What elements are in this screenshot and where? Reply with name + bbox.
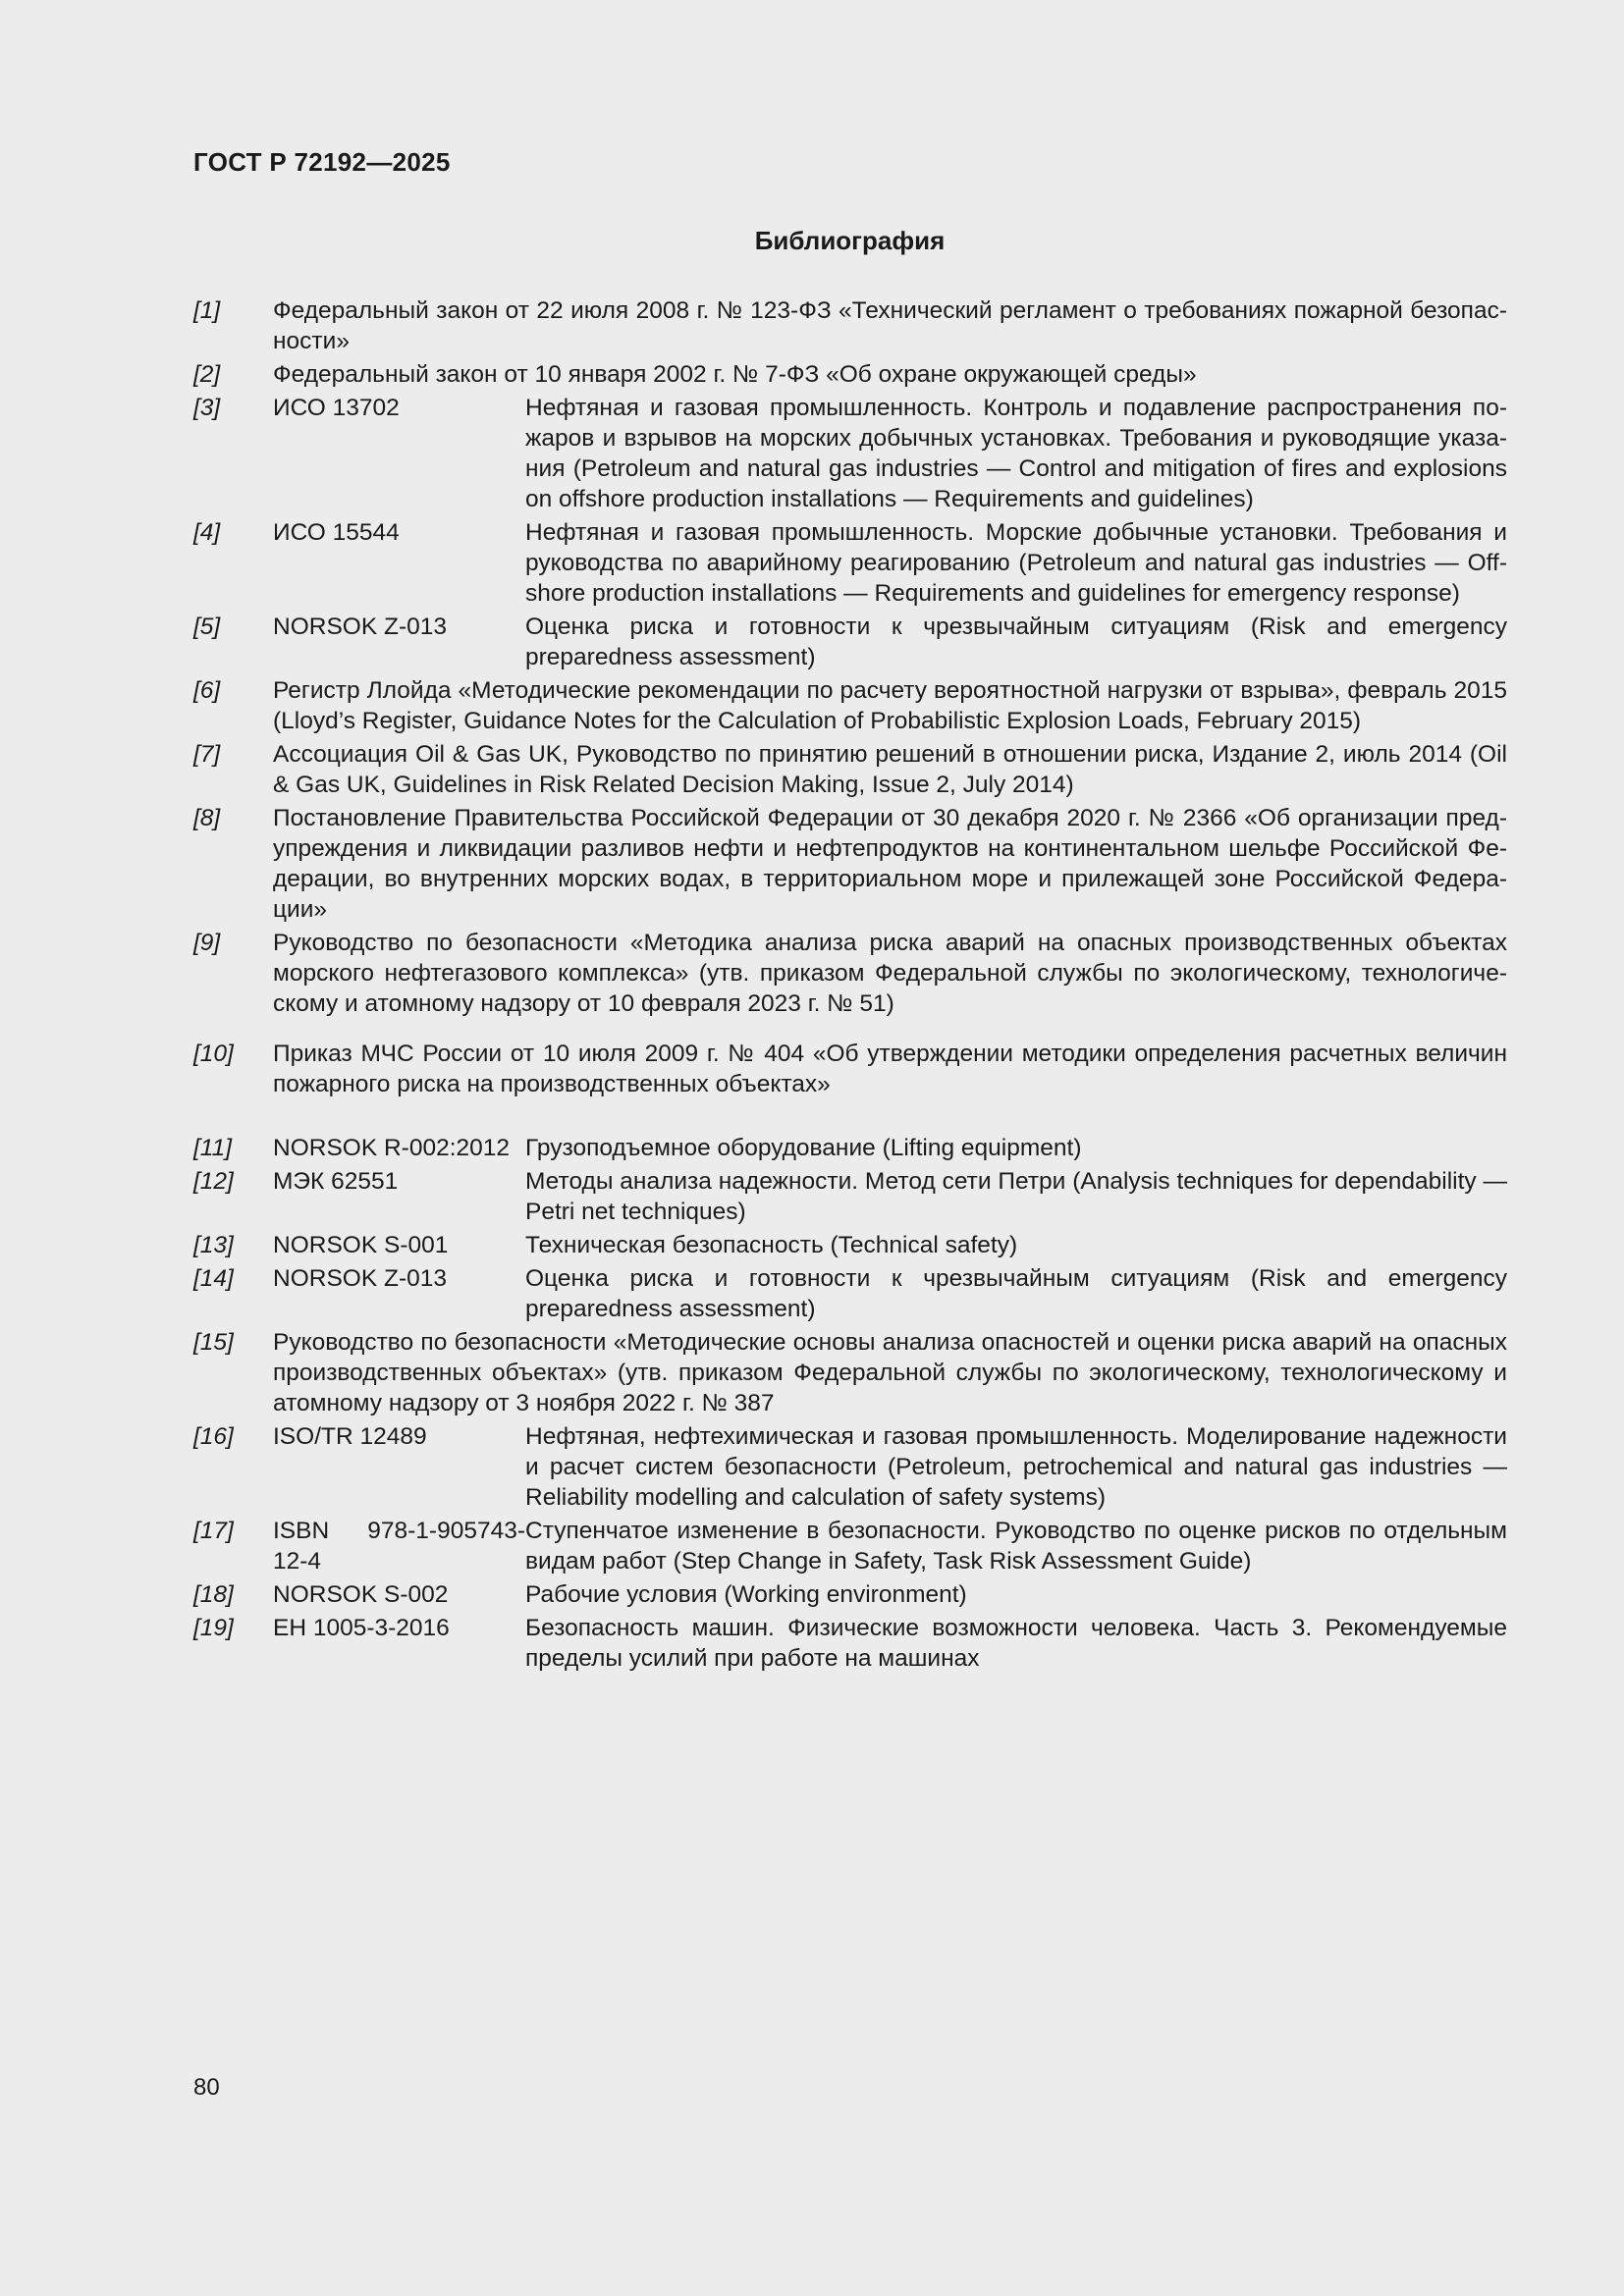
- entry-number: [6]: [193, 677, 221, 704]
- bibliography-entry: [193, 1421, 1507, 1513]
- entry-number: [3]: [193, 395, 221, 421]
- entry-number: [13]: [193, 1232, 234, 1258]
- entry-text: Нефтяная и газовая промышленность. Морские добычные установки. Требования и руководства по аварийному реагированию (Petroleum and natural gas industries — Offshore production installations — Requirements and guidelines for emergency response): [525, 519, 1507, 607]
- bibliography-entry: [193, 393, 1507, 514]
- entry-number: [17]: [193, 1518, 234, 1544]
- isbn-number-part1: 978-1-905743-: [367, 1518, 525, 1544]
- bibliography-entry: [193, 359, 1507, 390]
- bibliography-entry: [193, 675, 1507, 736]
- entry-text: Грузоподъемное оборудование (Lifting equipment): [525, 1135, 1082, 1161]
- entry-number: [10]: [193, 1041, 234, 1067]
- section-title: Библиография: [754, 226, 946, 255]
- entry-number: [7]: [193, 741, 221, 768]
- entry-text: Рабочие условия (Working environment): [525, 1581, 967, 1608]
- entry-number: [16]: [193, 1423, 234, 1450]
- entry-text: Постановление Правительства Российской Федерации от 30 декабря 2020 г. № 2366 «Об организации предупреждения и ликвидации разливов нефти и нефтепродуктов на континентальном шельфе Российской Федерации, во внутренних морских водах, в территориальном море и прилежащей зоне Российской Федерации»: [273, 805, 1507, 923]
- bibliography-entry: [193, 1230, 1507, 1260]
- document-id: ГОСТ Р 72192—2025: [193, 147, 451, 177]
- entry-designation: NORSOK R-002:2012: [273, 1135, 511, 1161]
- entry-text: Ступенчатое изменение в безопасности. Руководство по оценке рисков по отдельным видам работ (Step Change in Safety, Task Risk Assessment Guide): [525, 1518, 1507, 1575]
- entry-designation: ISO/TR 12489: [273, 1423, 427, 1450]
- entry-number: [8]: [193, 805, 221, 831]
- bibliography-list: [193, 295, 1507, 1677]
- bibliography-entry: [193, 1166, 1507, 1227]
- isbn-label: ISBN: [273, 1518, 330, 1544]
- entry-designation: NORSOK S-001: [273, 1232, 449, 1258]
- entry-number: [9]: [193, 930, 221, 956]
- isbn-number-part2: 12-4: [273, 1548, 322, 1575]
- bibliography-entry: [193, 612, 1507, 672]
- entry-number: [15]: [193, 1329, 234, 1356]
- entry-text: Методы анализа надежности. Метод сети Петри (Analysis techniques for dependability — Petri net techniques): [525, 1168, 1507, 1225]
- entry-designation: ИСО 15544: [273, 519, 400, 546]
- entry-text: Ассоциация Oil & Gas UK, Руководство по принятию решений в отношении риска, Издание 2, июль 2014 (Oil & Gas UK, Guidelines in Risk Related Decision Making, Issue 2, July 2014): [273, 741, 1507, 798]
- bibliography-entry: [193, 739, 1507, 800]
- entry-designation: NORSOK Z-013: [273, 614, 447, 640]
- entry-text: Оценка риска и готовности к чрезвычайным ситуациям (Risk and emergency preparedness assessment): [525, 1265, 1507, 1322]
- entry-designation: ИСО 13702: [273, 395, 400, 421]
- entry-number: [11]: [193, 1135, 233, 1161]
- bibliography-entry: [193, 1613, 1507, 1674]
- entry-number: [4]: [193, 519, 221, 546]
- entry-number: [5]: [193, 614, 221, 640]
- bibliography-entry: [193, 1039, 1507, 1099]
- entry-designation: МЭК 62551: [273, 1168, 399, 1195]
- entry-text: Техническая безопасность (Technical safety): [525, 1232, 1018, 1258]
- bibliography-entry: [193, 1263, 1507, 1324]
- bibliography-entry: [193, 1327, 1507, 1418]
- entry-text: Руководство по безопасности «Методические основы анализа опасностей и оценки риска аварий на опасных производственных объектах» (утв. приказом Федеральной службы по экологическому, технологическому и атомному надзору от 3 ноября 2022 г. № 387: [273, 1329, 1507, 1416]
- entry-text: Нефтяная, нефтехимическая и газовая промышленность. Моделирование надежности и расчет систем безопасности (Petroleum, petrochemical and natural gas industries — Reliability modelling and calculation of safety systems): [525, 1423, 1507, 1511]
- entry-number: [14]: [193, 1265, 234, 1292]
- entry-text: Приказ МЧС России от 10 июля 2009 г. № 404 «Об утверждении методики определения расчетных величин пожарного риска на производственных объектах»: [273, 1041, 1507, 1097]
- entry-text: Федеральный закон от 10 января 2002 г. № 7-ФЗ «Об охране окружающей среды»: [273, 361, 1197, 388]
- bibliography-entry: [193, 517, 1507, 609]
- entry-text: Регистр Ллойда «Методические рекомендации по расчету вероятностной нагрузки от взрыва», февраль 2015 (Lloyd’s Register, Guidance Notes for the Calculation of Probabilistic Explosion Loads, February 2015): [273, 677, 1507, 734]
- entry-designation: NORSOK S-002: [273, 1581, 449, 1608]
- entry-number: [19]: [193, 1615, 234, 1641]
- entry-number: [1]: [193, 297, 221, 324]
- bibliography-entry: [193, 1133, 1507, 1163]
- bibliography-entry: [193, 803, 1507, 925]
- entry-text: Нефтяная и газовая промышленность. Контроль и подавление распространения пожаров и взрывов на морских добычных установках. Требования и руководящие указания (Petroleum and natural gas industries — Control and mitigation of fires and explosions on offshore production installations — Requirements and guidelines): [525, 395, 1507, 512]
- bibliography-entry: [193, 295, 1507, 356]
- entry-number: [12]: [193, 1168, 234, 1195]
- entry-designation: NORSOK Z-013: [273, 1265, 447, 1292]
- entry-text: Руководство по безопасности «Методика анализа риска аварий на опасных производственных объектах морского нефтегазового комплекса» (утв. приказом Федеральной службы по экологическому, технологическому и атомному надзору от 10 февраля 2023 г. № 51): [273, 930, 1507, 1017]
- bibliography-entry: [193, 1516, 1507, 1576]
- entry-text: Федеральный закон от 22 июля 2008 г. № 123-ФЗ «Технический регламент о требованиях пожарной безопасности»: [273, 297, 1507, 354]
- entry-designation: ЕН 1005-3-2016: [273, 1615, 450, 1641]
- bibliography-entry: [193, 1579, 1507, 1610]
- entry-number: [2]: [193, 361, 221, 388]
- page-number: 80: [193, 2074, 220, 2101]
- entry-designation: [273, 1516, 525, 1576]
- entry-text: Оценка риска и готовности к чрезвычайным ситуациям (Risk and emergency preparedness assessment): [525, 614, 1507, 670]
- entry-number: [18]: [193, 1581, 234, 1608]
- bibliography-entry: [193, 928, 1507, 1019]
- entry-text: Безопасность машин. Физические возможности человека. Часть 3. Рекомендуемые пределы усилий при работе на машинах: [525, 1615, 1507, 1672]
